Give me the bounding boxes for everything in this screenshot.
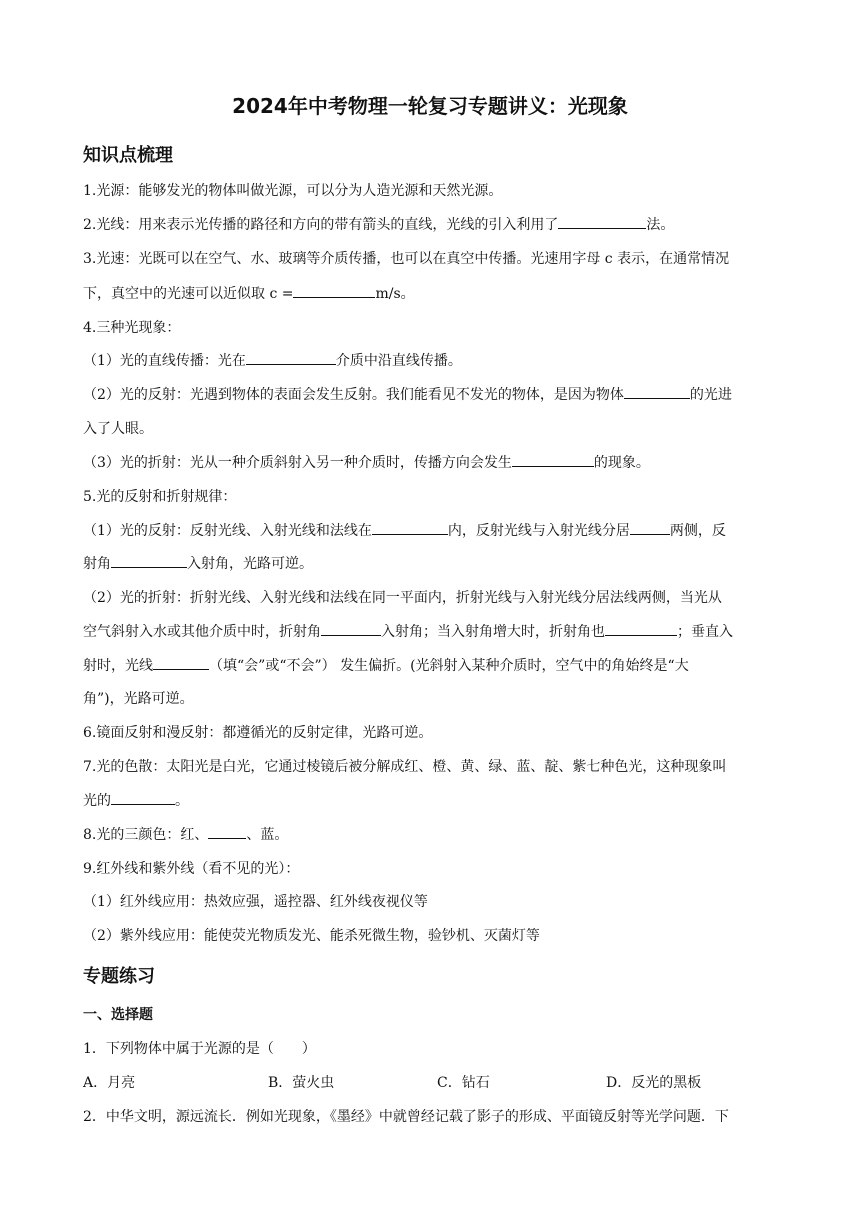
- knowledge-item-5-2-cont2: [83, 655, 783, 675]
- knowledge-item-3: 3.光速：光既可以在空气、水、玻璃等介质传播，也可以在真空中传播。光速用字母 c 表示，在通常情况: [83, 251, 730, 267]
- text: 8.光的三颜色：红、: [83, 827, 209, 843]
- knowledge-item-7-cont: [83, 790, 783, 810]
- text: 法。: [646, 217, 675, 233]
- text: 两侧，反: [669, 523, 726, 539]
- text: 的光进: [689, 387, 732, 403]
- knowledge-item-1: 1.光源：能够发光的物体叫做光源，可以分为人造光源和天然光源。: [83, 183, 503, 199]
- fill-blank[interactable]: [293, 283, 375, 298]
- fill-blank[interactable]: [111, 553, 187, 568]
- text: 射角: [83, 556, 111, 572]
- knowledge-item-5-2-cont: [83, 621, 783, 641]
- question-1-option-a[interactable]: A．月亮: [83, 1075, 136, 1091]
- text: ；垂直入: [677, 624, 733, 640]
- text: （1）光的反射：反射光线、入射光线和法线在: [83, 523, 372, 539]
- knowledge-item-9-2: （2）紫外线应用：能使荧光物质发光、能杀死微生物，验钞机、灭菌灯等: [83, 928, 540, 944]
- text: m/s。: [375, 286, 415, 302]
- text: （填“会”或“不会”） 发生偏折。(光斜射入某种介质时，空气中的角始终是“大: [209, 658, 689, 674]
- fill-blank[interactable]: [111, 790, 175, 805]
- knowledge-item-4-2-cont: 入了人眼。: [83, 421, 153, 437]
- text: （2）光的反射：光遇到物体的表面会发生反射。我们能看见不发光的物体，是因为物体: [83, 387, 624, 403]
- text: 空气斜射入水或其他介质中时，折射角: [83, 624, 321, 640]
- question-1: 1．下列物体中属于光源的是（ ）: [83, 1041, 316, 1057]
- text: 2.光线：用来表示光传播的路径和方向的带有箭头的直线，光线的引入利用了: [83, 217, 559, 233]
- fill-blank[interactable]: [321, 621, 381, 636]
- text: 介质中沿直线传播。: [335, 353, 462, 369]
- knowledge-item-4-2: [83, 384, 783, 404]
- text: 内，反射光线与入射光线分居: [447, 523, 630, 539]
- text: 、蓝。: [246, 827, 289, 843]
- text: （3）光的折射：光从一种介质斜射入另一种介质时，传播方向会发生: [83, 455, 512, 471]
- knowledge-item-7: 7.光的色散：太阳光是白光，它通过棱镜后被分解成红、橙、黄、绿、蓝、靛、紫七种色光，这种现象叫: [83, 759, 727, 775]
- knowledge-item-3-cont: [83, 283, 783, 303]
- text: 光的: [83, 793, 111, 809]
- fill-blank[interactable]: [605, 621, 677, 636]
- fill-blank[interactable]: [624, 384, 690, 399]
- knowledge-item-9: 9.红外线和紫外线（看不见的光）：: [83, 861, 300, 877]
- text: （1）光的直线传播：光在: [83, 353, 246, 369]
- knowledge-item-4-1: [83, 350, 783, 370]
- question-1-option-b[interactable]: B．萤火虫: [268, 1075, 335, 1091]
- text: 射时，光线: [83, 658, 153, 674]
- section-heading-knowledge: 知识点梳理: [83, 145, 173, 166]
- section-heading-practice: 专题练习: [83, 966, 155, 987]
- text: 的现象。: [593, 455, 650, 471]
- question-2: 2．中华文明，源远流长．例如光现象，《墨经》中就曾经记载了影子的形成、平面镜反射等光学问题．下: [83, 1109, 729, 1125]
- knowledge-item-4-3: [83, 452, 783, 472]
- fill-blank[interactable]: [558, 214, 646, 229]
- knowledge-item-5-2: （2）光的折射：折射光线、入射光线和法线在同一平面内，折射光线与入射光线分居法线两侧，当光从: [83, 590, 722, 606]
- knowledge-item-4: 4.三种光现象：: [83, 320, 181, 336]
- text: 入射角；当入射角增大时，折射角也: [381, 624, 605, 640]
- text: 。: [175, 793, 189, 809]
- knowledge-item-6: 6.镜面反射和漫反射：都遵循光的反射定律，光路可逆。: [83, 725, 433, 741]
- fill-blank[interactable]: [246, 350, 336, 365]
- knowledge-item-5: 5.光的反射和折射规律：: [83, 489, 237, 505]
- knowledge-item-8: [83, 824, 783, 844]
- fill-blank[interactable]: [512, 452, 594, 467]
- fill-blank[interactable]: [208, 824, 246, 839]
- fill-blank[interactable]: [372, 520, 448, 535]
- knowledge-item-5-1: [83, 520, 783, 540]
- question-1-option-d[interactable]: D．反光的黑板: [606, 1075, 702, 1091]
- fill-blank[interactable]: [153, 655, 209, 670]
- text: 下，真空中的光速可以近似取 c =: [83, 286, 294, 302]
- knowledge-item-9-1: （1）红外线应用：热效应强，遥控器、红外线夜视仪等: [83, 894, 428, 910]
- subsection-heading-choice: 一、选择题: [83, 1007, 153, 1023]
- knowledge-item-5-1-cont: [83, 553, 783, 573]
- page-title: 2024年中考物理一轮复习专题讲义：光现象: [232, 94, 628, 118]
- knowledge-item-5-2-cont3: 角”)，光路可逆。: [83, 691, 194, 707]
- fill-blank[interactable]: [630, 520, 670, 535]
- text: 入射角，光路可逆。: [187, 556, 313, 572]
- knowledge-item-2: [83, 214, 783, 234]
- question-1-option-c[interactable]: C．钻石: [437, 1075, 490, 1091]
